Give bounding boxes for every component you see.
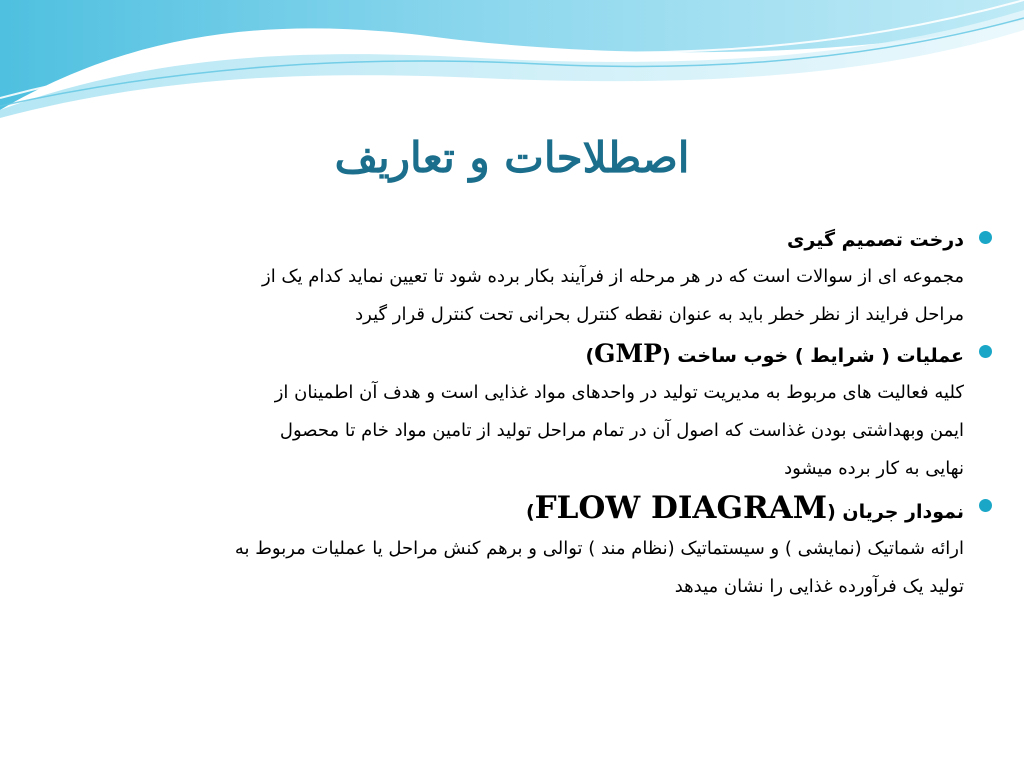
paragraph-line: کلیه فعالیت های مربوط به مدیریت تولید در واحدهای مواد غذایی است و هدف آن اطمینان از [274, 382, 964, 403]
paragraph-gmp [24, 374, 970, 488]
bullet-dot-icon [979, 231, 992, 244]
heading-text: عملیات ( شرایط ) خوب ساخت ( [661, 345, 964, 367]
paragraph-line: مجموعه ای از سوالات است که در هر مرحله از فرآیند بکار برده شود تا تعیین نماید کدام یک از [262, 266, 964, 287]
paragraph-line: ارائه شماتیک (نمایشی ) و سیستماتیک (نظام مند ) توالی و برهم کنش مراحل یا عملیات مربوط به [234, 538, 964, 559]
heading-text: نمودار جریان ( [827, 501, 964, 523]
heading-close-paren: ) [525, 501, 535, 523]
heading-latin-term: FLOW DIAGRAM [534, 490, 828, 526]
paragraph-line: ایمن وبهداشتی بودن غذاست که اصول آن در تمام مراحل تولید از تامین مواد خام تا محصول [279, 420, 964, 441]
bullet-heading-gmp [24, 336, 970, 374]
heading-latin-term: GMP [594, 339, 662, 368]
paragraph-decision-tree [24, 258, 970, 334]
paragraph-line: نهایی به کار برده میشود [784, 458, 964, 479]
paragraph-flow-diagram [24, 530, 970, 606]
bullet-dot-icon [979, 499, 992, 512]
paragraph-line: تولید یک فرآورده غذایی را نشان میدهد [674, 576, 964, 597]
bullet-dot-icon [979, 345, 992, 358]
header-wave-decoration [0, 0, 1024, 130]
heading-text: درخت تصمیم گیری [786, 229, 964, 251]
paragraph-line: مراحل فرایند از نظر خطر باید به عنوان نقطه کنترل بحرانی تحت کنترل قرار گیرد [355, 304, 964, 325]
heading-close-paren: ) [585, 345, 595, 367]
slide-content [24, 222, 970, 608]
bullet-heading-flow-diagram [24, 490, 970, 530]
bullet-heading-decision-tree [24, 222, 970, 258]
slide-title: اصطلاحات و تعاریف [334, 133, 690, 182]
